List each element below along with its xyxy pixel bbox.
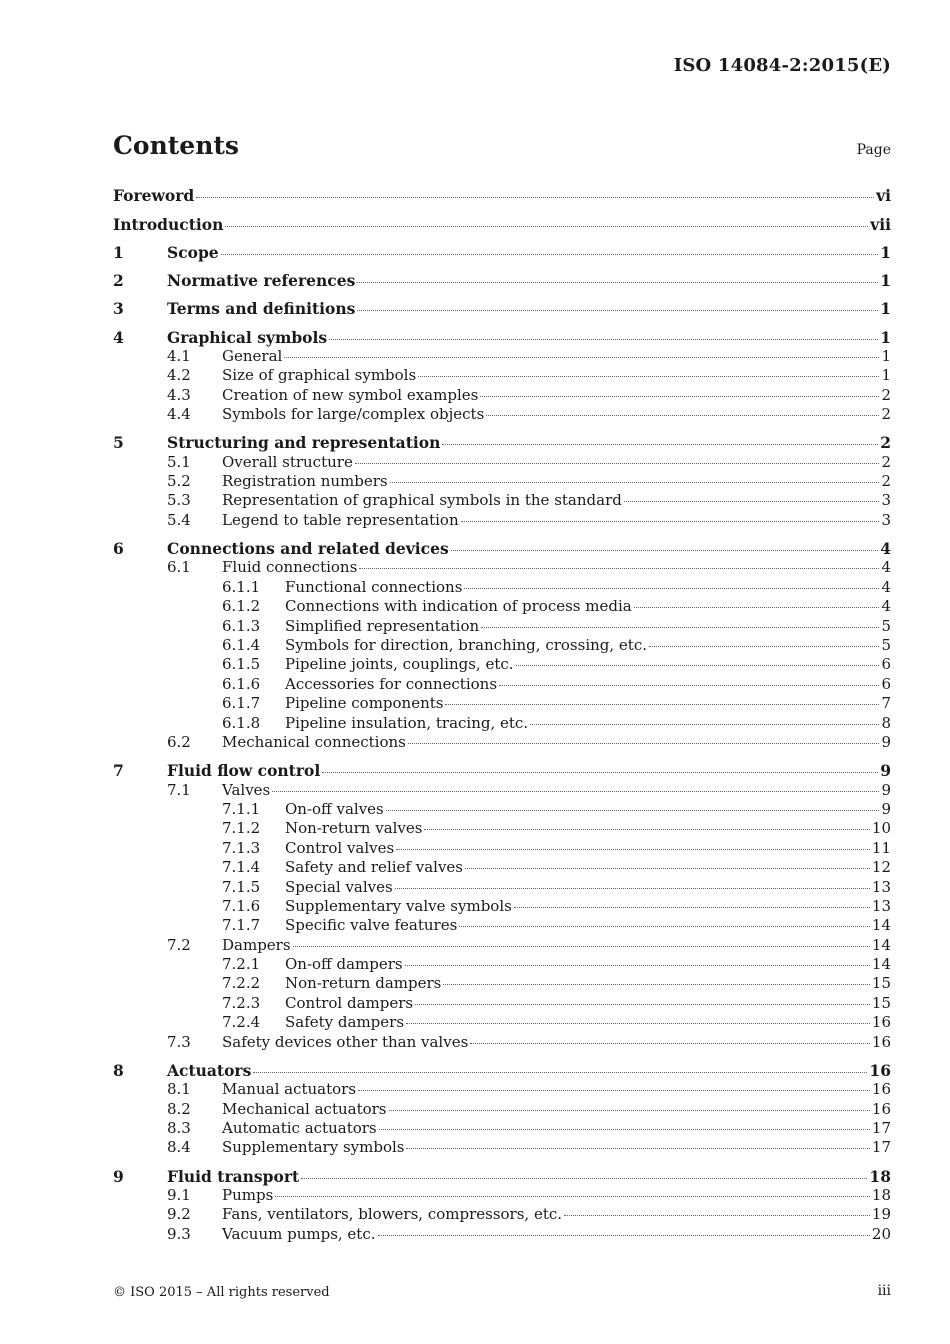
toc-entry[interactable] [113,299,891,318]
toc-entry-number: 9 [113,1166,124,1186]
footer-page-number: iii [877,1283,891,1299]
toc-entry-number: 1 [113,243,124,262]
toc-entry-number: 9.1 [167,1185,191,1204]
toc-entry-page: 13 [871,896,891,915]
toc-entry-number: 4 [113,327,124,347]
toc-entry-number: 7.1.6 [222,896,261,915]
toc-entry[interactable] [113,1138,891,1157]
toc-entry[interactable] [113,1061,891,1080]
toc-entry[interactable] [113,897,891,916]
toc-entry-page: 18 [871,1185,891,1204]
toc-entry-title: Supplementary valve symbols [285,896,512,915]
toc-entry-page: 3 [881,510,891,529]
table-of-contents [113,186,891,1244]
toc-entry-number: 7.2 [167,935,191,954]
toc-entry-page: 14 [871,916,891,935]
toc-entry-number: 7.1.2 [222,819,261,838]
dot-leader [415,1003,870,1005]
toc-entry-page: 16 [869,1060,891,1080]
toc-entry-page: 2 [881,472,891,491]
toc-entry[interactable] [113,243,891,262]
toc-entry-page: 2 [881,385,891,404]
toc-entry-number: 3 [113,299,124,319]
toc-entry-page: 2 [881,405,891,424]
toc-entry[interactable] [113,1186,891,1205]
toc-entry[interactable] [113,366,891,385]
dot-leader [405,964,870,966]
toc-entry-title: Graphical symbols [167,327,328,347]
toc-entry-title: Registration numbers [222,472,388,491]
dot-leader [357,281,878,283]
toc-entry-number: 5.2 [167,472,191,491]
toc-entry-title: Manual actuators [222,1080,357,1099]
toc-entry[interactable] [113,819,891,838]
toc-entry-title: Safety and relief valves [285,858,463,877]
toc-entry-title: Symbols for large/complex objects [222,405,485,424]
dot-leader [442,443,878,445]
toc-entry-number: 4.1 [167,346,191,365]
toc-entry-number: 7.2.2 [222,974,261,993]
toc-entry-page: 6 [881,674,891,693]
toc-entry-title: Vacuum pumps, etc. [222,1224,376,1243]
toc-entry-page: 16 [871,1013,891,1032]
toc-entry-number: 9.3 [167,1224,191,1243]
dot-leader [359,567,879,569]
toc-entry-title: Non-return valves [285,819,423,838]
toc-entry-page: 13 [871,877,891,896]
toc-entry-number: 5.4 [167,510,191,529]
toc-entry[interactable] [113,215,891,244]
dot-leader [464,587,879,589]
toc-entry-page: 4 [881,558,891,577]
toc-entry[interactable] [113,878,891,897]
toc-entry-number: 2 [113,271,124,291]
toc-entry-number: 7.1.1 [222,799,261,818]
toc-entry[interactable] [113,328,891,347]
dot-leader [514,906,870,908]
dot-leader [389,1109,870,1111]
dot-leader [445,703,879,705]
dot-leader [443,983,870,985]
dot-leader [293,945,870,947]
toc-entry-title: Introduction [113,214,224,234]
toc-entry[interactable] [113,800,891,819]
toc-entry-number: 4.2 [167,366,191,385]
toc-entry-title: General [222,346,283,365]
toc-entry-page: 12 [871,858,891,877]
toc-entry-number: 7.1.7 [222,916,261,935]
toc-entry-page: 2 [881,452,891,471]
toc-entry-title: Terms and definitions [167,299,356,319]
toc-entry-number: 6.1.5 [222,655,261,674]
dot-leader [470,1042,870,1044]
toc-entry[interactable] [113,781,891,800]
toc-entry-page: 9 [880,761,891,781]
toc-entry[interactable] [113,675,891,694]
toc-entry-title: Representation of graphical symbols in the standard [222,491,622,510]
dot-leader [396,848,870,850]
toc-entry-number: 8.2 [167,1099,191,1118]
toc-entry-number: 6 [113,539,124,559]
toc-entry[interactable] [113,636,891,655]
toc-entry[interactable] [113,655,891,674]
toc-entry-title: Supplementary symbols [222,1138,405,1157]
toc-entry-number: 6.1.2 [222,597,261,616]
toc-entry[interactable] [113,271,891,290]
dot-leader [301,1177,867,1179]
toc-entry-page: 16 [871,1032,891,1051]
toc-entry-title: Automatic actuators [222,1118,377,1137]
toc-entry[interactable] [113,433,891,452]
toc-entry-page: 10 [871,819,891,838]
toc-entry[interactable] [113,994,891,1013]
toc-entry-page: 4 [881,597,891,616]
toc-entry-number: 6.1.3 [222,616,261,635]
toc-entry-page: 9 [881,799,891,818]
document-id: ISO 14084-2:2015(E) [673,55,891,76]
dot-leader [395,887,870,889]
dot-leader [275,1195,870,1197]
toc-entry[interactable] [113,694,891,713]
toc-entry[interactable] [113,1080,891,1099]
dot-leader [516,664,879,666]
dot-leader [225,225,868,227]
toc-entry-number: 5.1 [167,452,191,471]
dot-leader [424,828,869,830]
toc-entry-number: 5 [113,433,124,453]
dot-leader [480,395,879,397]
toc-entry-page: 1 [881,366,891,385]
dot-leader [379,1128,870,1130]
toc-entry-title: Pipeline insulation, tracing, etc. [285,713,529,732]
toc-entry[interactable] [113,1100,891,1119]
toc-entry-title: Fluid transport [167,1166,300,1186]
toc-entry[interactable] [113,617,891,636]
toc-entry[interactable] [113,1033,891,1052]
dot-leader [465,867,870,869]
dot-leader [406,1147,869,1149]
toc-entry[interactable] [113,1167,891,1186]
toc-entry-title: Mechanical actuators [222,1099,387,1118]
dot-leader [358,1089,870,1091]
dot-leader [378,1234,870,1236]
toc-entry-number: 5.3 [167,491,191,510]
dot-leader [386,809,879,811]
toc-entry-title: Pumps [222,1185,274,1204]
toc-entry-title: Dampers [222,935,291,954]
toc-entry-page: 7 [881,694,891,713]
toc-entry[interactable] [113,955,891,974]
toc-entry[interactable] [113,347,891,366]
dot-leader [272,790,879,792]
toc-entry-page: 5 [881,636,891,655]
toc-entry[interactable] [113,1119,891,1138]
dot-leader [649,645,879,647]
toc-entry-number: 7.1.4 [222,858,261,877]
dot-leader [284,356,879,358]
toc-entry-page: 3 [881,491,891,510]
toc-entry-title: Mechanical connections [222,732,406,751]
dot-leader [408,742,879,744]
dot-leader [322,771,878,773]
toc-entry-title: Structuring and representation [167,433,441,453]
dot-leader [355,462,879,464]
toc-entry[interactable] [113,839,891,858]
dot-leader [451,549,879,551]
toc-entry-page: 2 [880,433,891,453]
toc-entry-title: Special valves [285,877,393,896]
toc-entry-page: 17 [871,1138,891,1157]
toc-entry-title: Safety dampers [285,1013,405,1032]
toc-entry-page: 4 [880,539,891,559]
toc-entry-page: 9 [881,732,891,751]
toc-entry-number: 7.2.3 [222,993,261,1012]
dot-leader [390,481,879,483]
toc-entry[interactable] [113,491,891,510]
toc-entry-title: Connections and related devices [167,539,449,559]
toc-entry-page: 14 [871,935,891,954]
toc-entry-page: 14 [871,955,891,974]
toc-entry-page: 15 [871,974,891,993]
copyright-notice: © ISO 2015 – All rights reserved [113,1285,330,1300]
toc-entry[interactable] [113,936,891,955]
page-column-label: Page [856,142,891,158]
toc-entry[interactable] [113,405,891,424]
toc-entry-title: Fans, ventilators, blowers, compressors, etc. [222,1205,563,1224]
toc-entry-page: 15 [871,993,891,1012]
toc-entry-title: Actuators [167,1060,252,1080]
toc-entry-title: Fluid flow control [167,761,321,781]
toc-entry-number: 6.1.6 [222,674,261,693]
toc-entry-title: Valves [222,780,271,799]
toc-entry[interactable] [113,1205,891,1224]
toc-entry-title: Scope [167,243,219,262]
toc-entry-number: 8.3 [167,1118,191,1137]
toc-entry-page: 1 [880,327,891,347]
toc-entry-page: 1 [880,271,891,291]
dot-leader [221,253,879,255]
dot-leader [459,925,870,927]
toc-entry[interactable] [113,386,891,405]
toc-entry-page: 6 [881,655,891,674]
toc-entry-number: 6.1.4 [222,636,261,655]
toc-entry[interactable] [113,761,891,780]
toc-entry-number: 6.1.1 [222,577,261,596]
toc-entry-title: Non-return dampers [285,974,442,993]
toc-entry[interactable] [113,186,891,215]
toc-entry-number: 7.1.3 [222,838,261,857]
toc-entry[interactable] [113,539,891,558]
dot-leader [461,520,879,522]
toc-entry-title: On-off valves [285,799,384,818]
dot-leader [357,309,878,311]
toc-entry-number: 7.2.4 [222,1013,261,1032]
dot-leader [486,414,879,416]
dot-leader [634,606,879,608]
toc-entry[interactable] [113,597,891,616]
toc-entry-page: 1 [880,243,891,262]
toc-entry-number: 9.2 [167,1205,191,1224]
toc-entry-number: 6.1 [167,558,191,577]
toc-entry-page: 1 [881,346,891,365]
toc-entry-number: 8.4 [167,1138,191,1157]
toc-entry-page: 8 [881,713,891,732]
toc-entry[interactable] [113,916,891,935]
toc-entry-page: 9 [881,780,891,799]
toc-entry[interactable] [113,858,891,877]
toc-entry-number: 6.1.7 [222,694,261,713]
dot-leader [499,684,879,686]
toc-entry-title: Pipeline joints, couplings, etc. [285,655,514,674]
dot-leader [329,338,878,340]
toc-entry[interactable] [113,558,891,577]
toc-entry-title: Legend to table representation [222,510,459,529]
toc-entry[interactable] [113,472,891,491]
toc-entry-number: 8 [113,1060,124,1080]
toc-entry-page: 5 [881,616,891,635]
dot-leader [564,1214,870,1216]
toc-entry[interactable] [113,714,891,733]
toc-entry[interactable] [113,1013,891,1032]
toc-entry[interactable] [113,974,891,993]
toc-entry[interactable] [113,578,891,597]
toc-entry-title: Fluid connections [222,558,358,577]
toc-entry-page: 4 [881,577,891,596]
toc-entry-page: 17 [871,1118,891,1137]
toc-entry-title: Specific valve features [285,916,458,935]
toc-entry-page: 1 [880,299,891,319]
toc-entry-number: 4.3 [167,385,191,404]
toc-entry-title: Size of graphical symbols [222,366,417,385]
dot-leader [481,626,879,628]
toc-entry-page: 16 [871,1099,891,1118]
toc-entry-page: 20 [871,1224,891,1243]
toc-entry[interactable] [113,733,891,752]
toc-entry-number: 6.1.8 [222,713,261,732]
toc-entry[interactable] [113,1225,891,1244]
toc-entry-title: Accessories for connections [285,674,498,693]
toc-entry-page: 11 [871,838,891,857]
toc-entry[interactable] [113,511,891,530]
page-title: Contents [113,131,240,160]
toc-entry-page: 18 [869,1166,891,1186]
toc-entry-page: 19 [871,1205,891,1224]
dot-leader [418,375,879,377]
toc-entry-number: 7.2.1 [222,955,261,974]
toc-entry-title: Symbols for direction, branching, crossing, etc. [285,636,647,655]
toc-entry-page: vi [876,186,891,205]
toc-entry-title: Functional connections [285,577,463,596]
toc-entry-number: 7.1 [167,780,191,799]
dot-leader [253,1071,867,1073]
toc-entry-number: 7 [113,761,124,781]
toc-entry-title: Control dampers [285,993,414,1012]
toc-entry-number: 7.1.5 [222,877,261,896]
dot-leader [406,1022,870,1024]
toc-entry-number: 4.4 [167,405,191,424]
toc-entry-title: Creation of new symbol examples [222,385,479,404]
toc-entry-number: 7.3 [167,1032,191,1051]
toc-entry-title: Connections with indication of process media [285,597,632,616]
toc-entry-title: Simplified representation [285,616,480,635]
toc-entry-title: Normative references [167,271,356,291]
toc-entry[interactable] [113,453,891,472]
toc-entry-title: Foreword [113,186,195,205]
toc-entry-title: Overall structure [222,452,353,471]
toc-entry-number: 8.1 [167,1080,191,1099]
toc-entry-title: On-off dampers [285,955,403,974]
toc-entry-page: vii [870,214,891,234]
dot-leader [530,723,879,725]
toc-entry-title: Safety devices other than valves [222,1032,469,1051]
toc-entry-number: 6.2 [167,732,191,751]
toc-entry-page: 16 [871,1080,891,1099]
dot-leader [624,500,879,502]
toc-entry-title: Pipeline components [285,694,444,713]
toc-entry-title: Control valves [285,838,395,857]
dot-leader [196,196,874,198]
